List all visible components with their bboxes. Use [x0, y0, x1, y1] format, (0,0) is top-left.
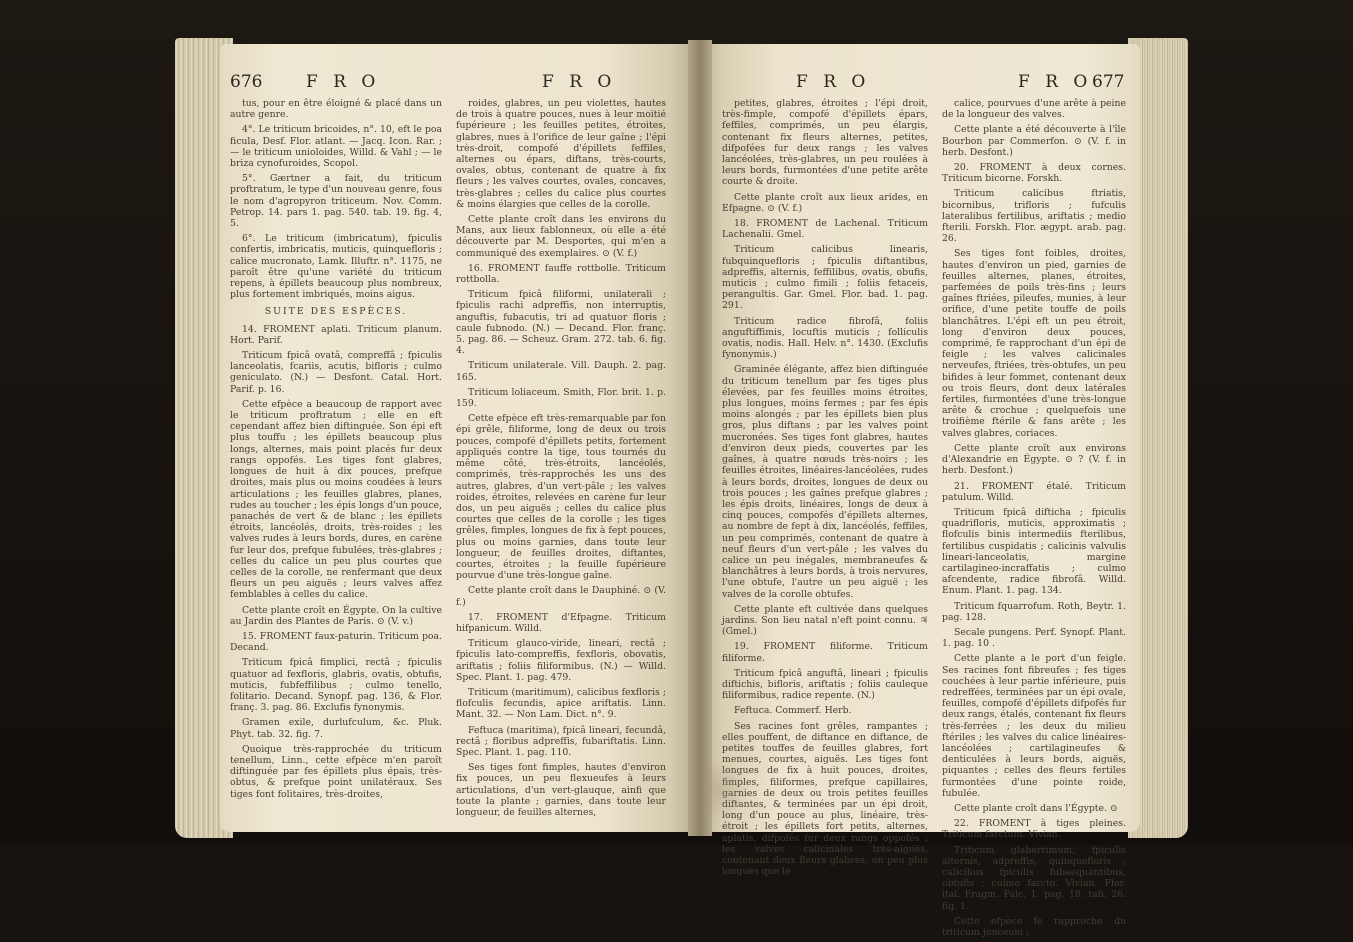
paragraph: Triticum fpicâ fimplici, rectâ ; fpiculis quatuor ad fexfloris, glabris, ovatis, obtufis, muticis, fubfeffilibus ; culmo tenello, folitario. Decand. Synopf. pag. 136, & Flor. franç. 3. pag. 86. Exclufis fynonymis.	[230, 657, 442, 714]
right-page	[700, 44, 1140, 939]
right-column-a	[722, 98, 928, 881]
paragraph: Triticum radice fibrofâ, foliis anguftiffimis, locuftis muticis ; folliculis ovatis, nodis. Hall. Helv. n°. 1430. (Exclufis fynonymis.)	[722, 315, 928, 361]
paragraph: Cette plante croît aux environs d'Alexandrie en Égypte. ⊙ ? (V. f. in herb. Desfont.)	[942, 442, 1126, 477]
paragraph: 22. FROMENT à tiges pleines. Triticum farctum. Vivian.	[942, 818, 1126, 841]
paragraph: 15. FROMENT faux-paturin. Triticum poa. Decand.	[230, 630, 442, 654]
paragraph: Triticum glauco-viride, lineari, rectâ ; fpiculis lato-compreffis, fexfloris, obovatis, ariftatis ; foliis filiformibus. (N.) — Willd. Spec. Plant. 1. pag. 479.	[456, 638, 666, 683]
left-running-head-b: F R O	[542, 72, 617, 92]
paragraph: Triticum fpicâ ovatâ, compreffâ ; fpiculis lanceolatis, fcariis, acutis, bifloris ; culmo geniculato. (N.) — Desfont. Catal. Hort. Parif. p. 16.	[230, 350, 442, 395]
left-running-head-a: F R O	[306, 72, 381, 92]
paragraph: Cette plante croît dans l'Égypte. ⊙	[954, 802, 1118, 814]
paragraph: Feftuca. Commerf. Herb.	[734, 705, 852, 717]
paragraph: Triticum fpicâ difticha ; fpiculis quadrifloris, muticis, approximatis ; flofculis binis intermediis fterilibus, fertilibus cuspidatis ; calicinis valvulis lineari-lanceolatis, margine cartilagineo-incraffatis ; culmo afcendente, radice fibrofâ. Willd. Enum. Plant. 1. pag. 134.	[942, 506, 1126, 597]
right-running-head-b: F R O	[1018, 72, 1093, 92]
paragraph: Gramen exile, durlufculum, &c. Pluk. Phyt. tab. 32. fig. 7.	[230, 717, 442, 740]
paragraph: Cette plante croît dans le Dauphiné. ⊙ (V. f.)	[456, 585, 666, 608]
paragraph: 20. FROMENT à deux cornes. Triticum bicorne. Forskh.	[942, 162, 1126, 185]
paragraph: Ses tiges font fimples, hautes d'environ fix pouces, un peu flexueufes à leurs articulations, d'un vert-glauque, ainfi que toute la plante ; garnies, dans toute leur longueur, de feuilles alternes,	[456, 762, 666, 818]
paragraph: 21. FROMENT étalé. Triticum patulum. Willd.	[942, 480, 1126, 503]
paragraph: Cette efpèce a beaucoup de rapport avec le triticum proftratum ; elle en eft cependant affez bien diftinguée. Son épi eft plus touffu ; les épillets beaucoup plus longs, alternes, mais point placés fur deux rangs oppofés. Les tiges font glabres, longues de huit à dix pouces, prefque droites, mais plus ou moins coudées à leurs articulations ; les feuilles glabres, planes, rudes au toucher ; les épis longs d'un pouce, panachés de vert & de blanc ; les épillets étroits, lancéolés, droits, très-roides ; les valves rudes à leurs bords, dures, en carène fur leur dos, prefque fubulées, très-glabres ; celles du calice un peu plus courtes que celles de la corolle, ne renfermant que deux fleurs un peu aiguës ; leurs valves affez femblables à celles du calice.	[230, 398, 442, 601]
page-smudge	[690, 760, 750, 820]
paragraph: SUITE DES ESPÈCES.	[264, 306, 408, 318]
paragraph: Ses racines font grêles, rampantes ; elles pouffent, de diftance en diftance, de petites touffes de feuilles glabres, fort menues, courtes, aiguës. Les tiges font longues de fix à huit pouces, droites, fimples, filiformes, prefque capillaires, garnies de deux ou trois petites feuilles diftantes, & terminées par un épi droit, long d'un pouce au plus, linéaire, très-étroit ; les épillets fort petits, alternes, aplatis, difpofés fur deux rangs oppofés ; les valves calicinales très-aiguës, contenant deux fleurs glabres, un peu plus longues que le	[722, 720, 928, 878]
paragraph: Triticum calicibus linearis, fubquinquefloris ; fpiculis diftantibus, adpreffis, alternis, feffilibus, ovatis, obufis, muticis ; culmo fimili ; foliis fetaceis, perangultis. Gar. Gmel. Flor. bad. 1. pag. 291.	[722, 244, 928, 312]
right-page-number: 677	[1092, 72, 1125, 92]
paragraph: Ses tiges font foibles, droites, hautes d'environ un pied, garnies de feuilles alternes, planes, étroites, parfemées de poils très-fins ; leurs gaînes ftriées, pileufes, munies, à leur orifice, d'une petite touffe de poils blanchâtres. L'épi eft un peu étroit, long d'environ deux pouces, comprimé, fe rapprochant d'un épi de feigle ; les valves calicinales nerveufes, ftriées, très-obtufes, un peu bifides à leur fommet, contenant deux ou trois fleurs, dont deux latérales fertiles, furmontées d'une très-longue arête & crochue ; quelquefois une troifième ftérile & fans arête ; les valves glabres, coriaces.	[942, 248, 1126, 439]
paragraph: Triticum calicibus ftriatis, bicornibus, trifloris ; fufculis lateralibus fertilibus, ariftatis ; medio fterili. Forskh. Flor. ægypt. arab. pag. 26.	[942, 188, 1126, 245]
paragraph: Triticum (maritimum), calicibus fexfloris ; flofculis fecundis, apice ariftatis. Linn. Mant. 32. — Non Lam. Dict. n°. 9.	[456, 686, 666, 721]
right-running-head-a: F R O	[796, 72, 871, 92]
paragraph: Secale pungens. Perf. Synopf. Plant. 1. pag. 10 .	[942, 626, 1126, 650]
left-page-number: 676	[230, 72, 263, 92]
paragraph: Triticum fpicâ filiformi, unilaterali ; fpiculis rachi adpreffis, non interruptis, anguftis, fubacutis, tri ad quatuor floris ; caule fubnodo. (N.) — Decand. Flor. franç. 5. pag. 86. — Scheuz. Gram. 272. tab. 6. fig. 4.	[456, 289, 666, 357]
paragraph: Cette plante eft cultivée dans quelques jardins. Son lieu natal n'eft point connu. ♃ (Gmel.)	[722, 603, 928, 638]
left-page	[220, 44, 698, 832]
paragraph: calice, pourvues d'une arête à peine de la longueur des valves.	[942, 98, 1126, 121]
paragraph: petites, glabres, étroites ; l'épi droit, très-fimple, compofé d'épillets épars, feffiles, comprimés, un peu élargis, contenant fix fleurs alternes, petites, difpofées fur deux rangs ; les valves lancéolées, très-glabres, un peu roulées à leurs bords, furmontées d'une petite arête courte & droite.	[722, 98, 928, 188]
paragraph: Triticum loliaceum. Smith, Flor. brit. 1. p. 159.	[456, 386, 666, 410]
paragraph: Cette plante croît dans les environs du Mans, aux lieux fablonneux, où elle a été découverte par M. Desportes, qui m'en a communiqué des exemplaires. ⊙ (V. f.)	[456, 214, 666, 259]
book-gutter	[688, 40, 712, 836]
paragraph: Cette plante a le port d'un feigle. Ses racines font fibreufes ; fes tiges couchées à leur partie inférieure, puis redreffées, terminées par un épi ovale, feuilles, compofé d'épillets difpofés fur deux rangs, étalés, contenant fix fleurs très-ferrées ; les deux du milieu ftériles ; les valves du calice linéaires-lancéolées ; cartilagineufes & denticulées à leurs bords, aiguës, piquantes ; celles des fleurs fertiles furmontées d'une pointe roide, fubulée.	[942, 653, 1126, 799]
paragraph: roides, glabres, un peu violettes, hautes de trois à quatre pouces, nues à leur moitié fupérieure ; les feuilles petites, étroites, glabres, nues à l'orifice de leur gaîne ; l'épi très-droit, compofé d'épillets feffiles, alternes ou épars, diftans, très-courts, ovales, obtus, contenant de quatre à fix fleurs ; les valves courtes, ovales, concaves, très-glabres ; celles du calice plus courtes & moins élargies que celles de la corolle.	[456, 98, 666, 210]
left-column-b	[456, 98, 666, 822]
paragraph: Cette plante croît en Égypte. On la cultive au Jardin des Plantes de Paris. ⊙ (V. v.)	[230, 604, 442, 627]
paragraph: 16. FROMENT fauffe rottbolle. Triticum rottbolla.	[456, 262, 666, 286]
paragraph: Triticum fquarrofum. Roth, Beytr. 1. pag. 128.	[942, 600, 1126, 623]
paragraph: 18. FROMENT de Lachenal. Triticum Lachenalii. Gmel.	[722, 218, 928, 241]
paragraph: Cette efpèce eft très-remarquable par fon épi grêle, filiforme, long de deux ou trois pouces, compofé d'épillets petits, fortement appliqués contre la tige, tous tournés du même côté, très-étroits, lancéolés, comprimés, très-rapprochés les uns des autres, glabres, d'un vert-pâle ; les valves roides, étroites, relevées en carène fur leur dos, un peu aiguës ; celles du calice plus courtes que celles de la corolle ; les tiges grêles, fimples, longues de fix à fept pouces, plus ou moins garnies, dans toute leur longueur, de feuilles droites, diftantes, courtes, étroites ; la feuille fupérieure pourvue d'une très-longue gaîne.	[456, 413, 666, 582]
paragraph: Triticum glaberrimum, fpiculis alternis, adpreffis, quinquefloris ; calicibus fpiculis fubaequantibus, obtufis ; culmo farcto. Vivian. Flor. ital. Fragm. Falc. 1. pag. 18. tab. 26. fig. 1.	[942, 844, 1126, 912]
paragraph: Cette plante a été découverte à l'île Bourbon par Commerfon. ⊙ (V. f. in herb. Desfont.)	[942, 124, 1126, 158]
right-column-b	[942, 98, 1126, 942]
paragraph: tus, pour en être éloigné & placé dans un autre genre.	[230, 98, 442, 121]
left-column-a	[230, 98, 442, 804]
paragraph: 6°. Le triticum (imbricatum), fpiculis confertis, imbricatis, muticis, quinquefloris ; calice mucronato, Lamk. Illuftr. n°. 1175, ne paroît être qu'une variété du triticum repens, à épillets beaucoup plus nombreux, plus fortement imbriqués, moins aigus.	[230, 233, 442, 301]
paragraph: 17. FROMENT d'Efpagne. Triticum hifpanicum. Willd.	[456, 611, 666, 634]
paragraph: Feftuca (maritima), fpicâ lineari, fecundâ, rectâ ; floribus adpreffis, fubariftatis. Linn. Spec. Plant. 1. pag. 110.	[456, 724, 666, 758]
paragraph: Quoique très-rapprochée du triticum tenellum, Linn., cette efpèce m'en paroît diftinguée par fes épillets plus épais, très-obtus, & prefque point unilatéraux. Ses tiges font folitaires, très-droites,	[230, 743, 442, 800]
paragraph: 19. FROMENT filiforme. Triticum filiforme.	[722, 641, 928, 664]
paragraph: 14. FROMENT aplati. Triticum planum. Hort. Parif.	[230, 323, 442, 346]
paragraph: 5°. Gærtner a fait, du triticum proftratum, le type d'un nouveau genre, fous le nom d'agropyron triticeum. Nov. Comm. Petrop. 14. pars 1. pag. 540. tab. 19. fig. 4, 5.	[230, 173, 442, 230]
paragraph: Cette efpèce fe rapproche du triticum junceum ;	[942, 915, 1126, 939]
paragraph: Graminée élégante, affez bien diftinguée du triticum tenellum par fes tiges plus élevées, par fes feuilles moins étroites, plus longues, moins fermes ; par fes épis moins alongés ; par les épillets bien plus gros, plus diftans ; par les valves point mucronées. Ses tiges font glabres, hautes d'environ deux pieds, couvertes par les gaînes, à quatre nœuds très-noirs ; les feuilles étroites, linéaires-lancéolées, rudes à leurs bords, droites, longues de deux ou trois pouces ; les gaînes prefque glabres ; les épis droits, linéaires, longs de deux à cinq pouces, compofés d'épillets alternes, au nombre de fept à dix, lancéolés, feffiles, un peu comprimés, contenant de quatre à neuf fleurs d'un vert-pâle ; les valves du calice un peu inégales, membraneufes & blanchâtres à leurs bords, à trois nervures, l'une obtufe, l'autre un peu aiguë ; les valves de la corolle obtufes.	[722, 364, 928, 600]
paragraph: Cette plante croît aux lieux arides, en Efpagne. ⊙ (V. f.)	[722, 191, 928, 214]
paragraph: Triticum unilaterale. Vill. Dauph. 2. pag. 165.	[456, 360, 666, 383]
paragraph: 4°. Le triticum bricoides, n°. 10, eft le poa ficula, Desf. Flor. atlant. — Jacq. Icon. Rar. ; — le triticum unioloides, Willd. & Vahl ; — le briza cynofuroides, Scopol.	[230, 124, 442, 170]
paragraph: Triticum fpicâ anguftâ, lineari ; fpiculis diftichis, bifloris, ariftatis ; foliis cauleque filiformibus, radice repente. (N.)	[722, 667, 928, 702]
